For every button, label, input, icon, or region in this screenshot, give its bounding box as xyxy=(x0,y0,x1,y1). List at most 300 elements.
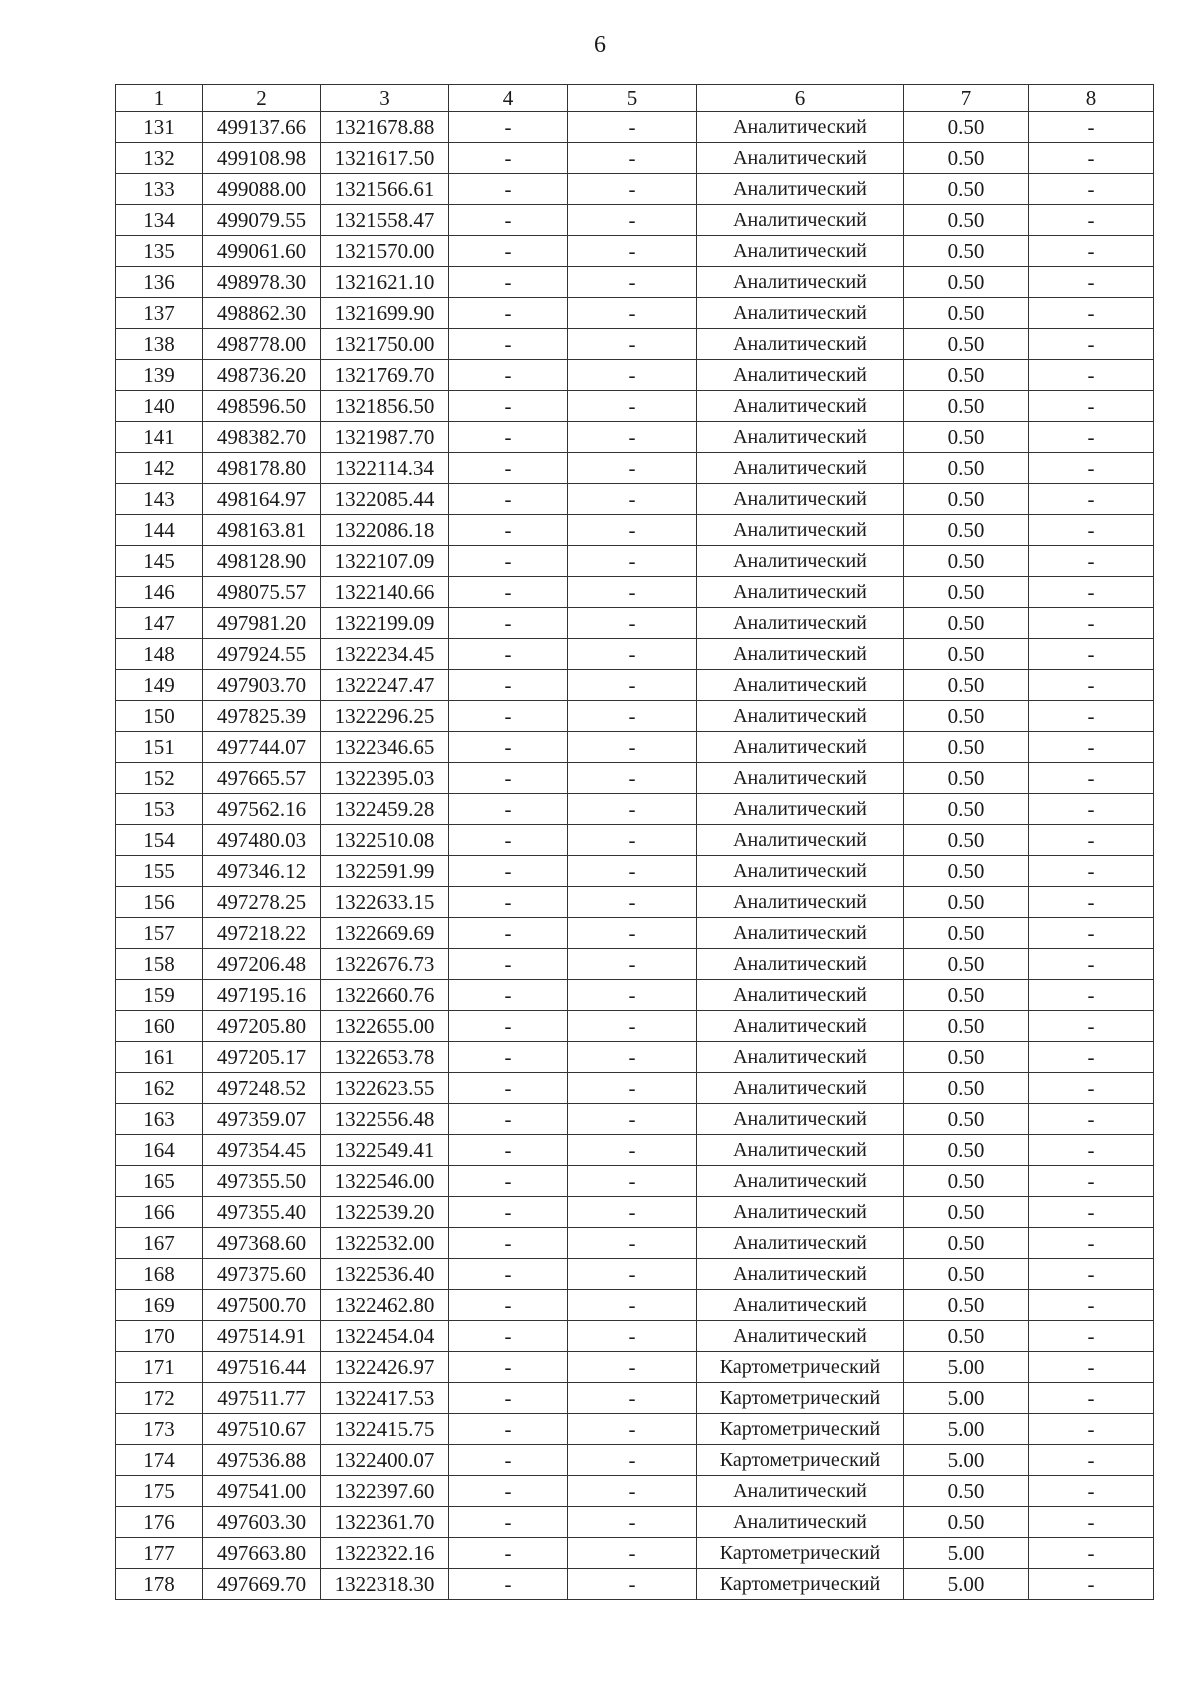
col4-cell: - xyxy=(449,918,568,949)
point-number-cell: 145 xyxy=(116,546,203,577)
col5-cell: - xyxy=(568,794,697,825)
method-cell: Аналитический xyxy=(697,236,904,267)
col8-cell: - xyxy=(1029,701,1154,732)
y-coordinate-cell: 1321750.00 xyxy=(321,329,449,360)
y-coordinate-cell: 1322669.69 xyxy=(321,918,449,949)
point-number-cell: 176 xyxy=(116,1507,203,1538)
page-number: 6 xyxy=(594,32,606,58)
x-coordinate-cell: 499079.55 xyxy=(203,205,321,236)
method-cell: Аналитический xyxy=(697,856,904,887)
col8-cell: - xyxy=(1029,1321,1154,1352)
accuracy-cell: 0.50 xyxy=(904,1197,1029,1228)
col8-cell: - xyxy=(1029,980,1154,1011)
x-coordinate-cell: 499108.98 xyxy=(203,143,321,174)
x-coordinate-cell: 498596.50 xyxy=(203,391,321,422)
col8-cell: - xyxy=(1029,267,1154,298)
col8-cell: - xyxy=(1029,732,1154,763)
col5-cell: - xyxy=(568,422,697,453)
col5-cell: - xyxy=(568,236,697,267)
method-cell: Аналитический xyxy=(697,1104,904,1135)
col5-cell: - xyxy=(568,763,697,794)
col4-cell: - xyxy=(449,329,568,360)
accuracy-cell: 0.50 xyxy=(904,670,1029,701)
col5-cell: - xyxy=(568,267,697,298)
method-cell: Аналитический xyxy=(697,267,904,298)
accuracy-cell: 0.50 xyxy=(904,1104,1029,1135)
point-number-cell: 148 xyxy=(116,639,203,670)
col5-cell: - xyxy=(568,112,697,143)
y-coordinate-cell: 1322539.20 xyxy=(321,1197,449,1228)
x-coordinate-cell: 497665.57 xyxy=(203,763,321,794)
x-coordinate-cell: 497205.80 xyxy=(203,1011,321,1042)
method-cell: Аналитический xyxy=(697,763,904,794)
column-header-8: 8 xyxy=(1029,85,1154,112)
col4-cell: - xyxy=(449,1073,568,1104)
x-coordinate-cell: 497562.16 xyxy=(203,794,321,825)
point-number-cell: 154 xyxy=(116,825,203,856)
col5-cell: - xyxy=(568,546,697,577)
col4-cell: - xyxy=(449,484,568,515)
col5-cell: - xyxy=(568,825,697,856)
x-coordinate-cell: 497981.20 xyxy=(203,608,321,639)
col8-cell: - xyxy=(1029,1414,1154,1445)
x-coordinate-cell: 497354.45 xyxy=(203,1135,321,1166)
accuracy-cell: 5.00 xyxy=(904,1414,1029,1445)
method-cell: Аналитический xyxy=(697,732,904,763)
col5-cell: - xyxy=(568,670,697,701)
x-coordinate-cell: 497346.12 xyxy=(203,856,321,887)
y-coordinate-cell: 1322556.48 xyxy=(321,1104,449,1135)
point-number-cell: 170 xyxy=(116,1321,203,1352)
col4-cell: - xyxy=(449,732,568,763)
table-row xyxy=(116,1073,1154,1104)
y-coordinate-cell: 1322546.00 xyxy=(321,1166,449,1197)
method-cell: Аналитический xyxy=(697,670,904,701)
x-coordinate-cell: 497355.50 xyxy=(203,1166,321,1197)
method-cell: Аналитический xyxy=(697,205,904,236)
col4-cell: - xyxy=(449,1104,568,1135)
point-number-cell: 160 xyxy=(116,1011,203,1042)
method-cell: Картометрический xyxy=(697,1383,904,1414)
col8-cell: - xyxy=(1029,453,1154,484)
col8-cell: - xyxy=(1029,1476,1154,1507)
col8-cell: - xyxy=(1029,639,1154,670)
method-cell: Картометрический xyxy=(697,1445,904,1476)
accuracy-cell: 0.50 xyxy=(904,701,1029,732)
col4-cell: - xyxy=(449,887,568,918)
col8-cell: - xyxy=(1029,1135,1154,1166)
point-number-cell: 178 xyxy=(116,1569,203,1600)
y-coordinate-cell: 1321566.61 xyxy=(321,174,449,205)
col4-cell: - xyxy=(449,236,568,267)
accuracy-cell: 0.50 xyxy=(904,639,1029,670)
table-row xyxy=(116,1352,1154,1383)
x-coordinate-cell: 497514.91 xyxy=(203,1321,321,1352)
col8-cell: - xyxy=(1029,1166,1154,1197)
y-coordinate-cell: 1321621.10 xyxy=(321,267,449,298)
y-coordinate-cell: 1322623.55 xyxy=(321,1073,449,1104)
col8-cell: - xyxy=(1029,1042,1154,1073)
point-number-cell: 165 xyxy=(116,1166,203,1197)
y-coordinate-cell: 1322247.47 xyxy=(321,670,449,701)
method-cell: Аналитический xyxy=(697,546,904,577)
col4-cell: - xyxy=(449,1228,568,1259)
accuracy-cell: 0.50 xyxy=(904,825,1029,856)
col4-cell: - xyxy=(449,1166,568,1197)
x-coordinate-cell: 497375.60 xyxy=(203,1259,321,1290)
method-cell: Аналитический xyxy=(697,1259,904,1290)
accuracy-cell: 0.50 xyxy=(904,546,1029,577)
y-coordinate-cell: 1322400.07 xyxy=(321,1445,449,1476)
col5-cell: - xyxy=(568,1569,697,1600)
table-row xyxy=(116,918,1154,949)
col4-cell: - xyxy=(449,1321,568,1352)
point-number-cell: 171 xyxy=(116,1352,203,1383)
method-cell: Аналитический xyxy=(697,1321,904,1352)
method-cell: Аналитический xyxy=(697,298,904,329)
col5-cell: - xyxy=(568,1011,697,1042)
y-coordinate-cell: 1322415.75 xyxy=(321,1414,449,1445)
column-header-1: 1 xyxy=(116,85,203,112)
col4-cell: - xyxy=(449,360,568,391)
method-cell: Аналитический xyxy=(697,112,904,143)
col5-cell: - xyxy=(568,1352,697,1383)
col4-cell: - xyxy=(449,1476,568,1507)
table-row xyxy=(116,1104,1154,1135)
col4-cell: - xyxy=(449,298,568,329)
method-cell: Аналитический xyxy=(697,825,904,856)
coordinates-table xyxy=(115,84,1154,1600)
col8-cell: - xyxy=(1029,329,1154,360)
point-number-cell: 161 xyxy=(116,1042,203,1073)
col4-cell: - xyxy=(449,1414,568,1445)
col5-cell: - xyxy=(568,1135,697,1166)
col4-cell: - xyxy=(449,980,568,1011)
table-row xyxy=(116,856,1154,887)
col8-cell: - xyxy=(1029,484,1154,515)
x-coordinate-cell: 497278.25 xyxy=(203,887,321,918)
table-row xyxy=(116,1538,1154,1569)
x-coordinate-cell: 497541.00 xyxy=(203,1476,321,1507)
y-coordinate-cell: 1321769.70 xyxy=(321,360,449,391)
col4-cell: - xyxy=(449,1135,568,1166)
x-coordinate-cell: 498163.81 xyxy=(203,515,321,546)
x-coordinate-cell: 498862.30 xyxy=(203,298,321,329)
accuracy-cell: 0.50 xyxy=(904,732,1029,763)
col8-cell: - xyxy=(1029,763,1154,794)
y-coordinate-cell: 1322653.78 xyxy=(321,1042,449,1073)
y-coordinate-cell: 1322660.76 xyxy=(321,980,449,1011)
accuracy-cell: 0.50 xyxy=(904,1228,1029,1259)
y-coordinate-cell: 1322140.66 xyxy=(321,577,449,608)
method-cell: Аналитический xyxy=(697,515,904,546)
accuracy-cell: 0.50 xyxy=(904,112,1029,143)
method-cell: Аналитический xyxy=(697,1073,904,1104)
col5-cell: - xyxy=(568,143,697,174)
col8-cell: - xyxy=(1029,1383,1154,1414)
col8-cell: - xyxy=(1029,1352,1154,1383)
column-header-2: 2 xyxy=(203,85,321,112)
table-row xyxy=(116,887,1154,918)
point-number-cell: 156 xyxy=(116,887,203,918)
y-coordinate-cell: 1321699.90 xyxy=(321,298,449,329)
table-row xyxy=(116,515,1154,546)
y-coordinate-cell: 1321617.50 xyxy=(321,143,449,174)
table-row xyxy=(116,701,1154,732)
y-coordinate-cell: 1322633.15 xyxy=(321,887,449,918)
col4-cell: - xyxy=(449,422,568,453)
col4-cell: - xyxy=(449,205,568,236)
x-coordinate-cell: 499088.00 xyxy=(203,174,321,205)
method-cell: Аналитический xyxy=(697,1197,904,1228)
point-number-cell: 166 xyxy=(116,1197,203,1228)
point-number-cell: 134 xyxy=(116,205,203,236)
point-number-cell: 175 xyxy=(116,1476,203,1507)
method-cell: Аналитический xyxy=(697,639,904,670)
method-cell: Аналитический xyxy=(697,949,904,980)
col8-cell: - xyxy=(1029,856,1154,887)
accuracy-cell: 0.50 xyxy=(904,1073,1029,1104)
accuracy-cell: 0.50 xyxy=(904,329,1029,360)
column-header-5: 5 xyxy=(568,85,697,112)
table-row xyxy=(116,1321,1154,1352)
table-row xyxy=(116,1166,1154,1197)
col4-cell: - xyxy=(449,1259,568,1290)
accuracy-cell: 0.50 xyxy=(904,577,1029,608)
point-number-cell: 149 xyxy=(116,670,203,701)
y-coordinate-cell: 1322655.00 xyxy=(321,1011,449,1042)
col5-cell: - xyxy=(568,1104,697,1135)
col8-cell: - xyxy=(1029,825,1154,856)
method-cell: Аналитический xyxy=(697,980,904,1011)
accuracy-cell: 0.50 xyxy=(904,1166,1029,1197)
y-coordinate-cell: 1322395.03 xyxy=(321,763,449,794)
col8-cell: - xyxy=(1029,1259,1154,1290)
col8-cell: - xyxy=(1029,608,1154,639)
y-coordinate-cell: 1322322.16 xyxy=(321,1538,449,1569)
method-cell: Аналитический xyxy=(697,701,904,732)
x-coordinate-cell: 497903.70 xyxy=(203,670,321,701)
x-coordinate-cell: 498164.97 xyxy=(203,484,321,515)
method-cell: Аналитический xyxy=(697,1135,904,1166)
point-number-cell: 144 xyxy=(116,515,203,546)
x-coordinate-cell: 497663.80 xyxy=(203,1538,321,1569)
col4-cell: - xyxy=(449,949,568,980)
table-row xyxy=(116,205,1154,236)
table-row xyxy=(116,1042,1154,1073)
col8-cell: - xyxy=(1029,1290,1154,1321)
table-row xyxy=(116,1476,1154,1507)
y-coordinate-cell: 1322086.18 xyxy=(321,515,449,546)
table-row xyxy=(116,732,1154,763)
col8-cell: - xyxy=(1029,360,1154,391)
col8-cell: - xyxy=(1029,298,1154,329)
accuracy-cell: 0.50 xyxy=(904,1321,1029,1352)
point-number-cell: 139 xyxy=(116,360,203,391)
col5-cell: - xyxy=(568,856,697,887)
table-row xyxy=(116,825,1154,856)
col5-cell: - xyxy=(568,701,697,732)
col5-cell: - xyxy=(568,298,697,329)
method-cell: Аналитический xyxy=(697,577,904,608)
x-coordinate-cell: 497924.55 xyxy=(203,639,321,670)
accuracy-cell: 0.50 xyxy=(904,267,1029,298)
table-row xyxy=(116,360,1154,391)
accuracy-cell: 0.50 xyxy=(904,763,1029,794)
col4-cell: - xyxy=(449,267,568,298)
accuracy-cell: 0.50 xyxy=(904,856,1029,887)
col8-cell: - xyxy=(1029,143,1154,174)
method-cell: Аналитический xyxy=(697,1166,904,1197)
table-row xyxy=(116,112,1154,143)
accuracy-cell: 0.50 xyxy=(904,298,1029,329)
col8-cell: - xyxy=(1029,577,1154,608)
point-number-cell: 174 xyxy=(116,1445,203,1476)
col5-cell: - xyxy=(568,577,697,608)
y-coordinate-cell: 1322397.60 xyxy=(321,1476,449,1507)
col5-cell: - xyxy=(568,484,697,515)
accuracy-cell: 0.50 xyxy=(904,608,1029,639)
point-number-cell: 157 xyxy=(116,918,203,949)
col8-cell: - xyxy=(1029,1011,1154,1042)
col5-cell: - xyxy=(568,608,697,639)
method-cell: Аналитический xyxy=(697,794,904,825)
accuracy-cell: 0.50 xyxy=(904,1135,1029,1166)
col5-cell: - xyxy=(568,174,697,205)
column-header-6: 6 xyxy=(697,85,904,112)
col4-cell: - xyxy=(449,701,568,732)
method-cell: Аналитический xyxy=(697,391,904,422)
col8-cell: - xyxy=(1029,1197,1154,1228)
col4-cell: - xyxy=(449,825,568,856)
table-row xyxy=(116,1011,1154,1042)
col4-cell: - xyxy=(449,1352,568,1383)
col4-cell: - xyxy=(449,1290,568,1321)
accuracy-cell: 5.00 xyxy=(904,1569,1029,1600)
table-row xyxy=(116,1259,1154,1290)
y-coordinate-cell: 1322459.28 xyxy=(321,794,449,825)
column-header-3: 3 xyxy=(321,85,449,112)
y-coordinate-cell: 1322107.09 xyxy=(321,546,449,577)
x-coordinate-cell: 497500.70 xyxy=(203,1290,321,1321)
col5-cell: - xyxy=(568,515,697,546)
col8-cell: - xyxy=(1029,515,1154,546)
x-coordinate-cell: 497825.39 xyxy=(203,701,321,732)
point-number-cell: 153 xyxy=(116,794,203,825)
col5-cell: - xyxy=(568,1166,697,1197)
x-coordinate-cell: 497536.88 xyxy=(203,1445,321,1476)
x-coordinate-cell: 498736.20 xyxy=(203,360,321,391)
col5-cell: - xyxy=(568,205,697,236)
col8-cell: - xyxy=(1029,174,1154,205)
table-row xyxy=(116,1414,1154,1445)
col4-cell: - xyxy=(449,1042,568,1073)
y-coordinate-cell: 1321856.50 xyxy=(321,391,449,422)
y-coordinate-cell: 1322454.04 xyxy=(321,1321,449,1352)
column-header-4: 4 xyxy=(449,85,568,112)
accuracy-cell: 0.50 xyxy=(904,1476,1029,1507)
point-number-cell: 159 xyxy=(116,980,203,1011)
x-coordinate-cell: 499061.60 xyxy=(203,236,321,267)
x-coordinate-cell: 497516.44 xyxy=(203,1352,321,1383)
accuracy-cell: 0.50 xyxy=(904,453,1029,484)
x-coordinate-cell: 497248.52 xyxy=(203,1073,321,1104)
x-coordinate-cell: 497359.07 xyxy=(203,1104,321,1135)
y-coordinate-cell: 1322510.08 xyxy=(321,825,449,856)
method-cell: Аналитический xyxy=(697,1011,904,1042)
point-number-cell: 155 xyxy=(116,856,203,887)
accuracy-cell: 0.50 xyxy=(904,1507,1029,1538)
table-row xyxy=(116,1228,1154,1259)
table-row xyxy=(116,298,1154,329)
col5-cell: - xyxy=(568,1290,697,1321)
accuracy-cell: 0.50 xyxy=(904,1011,1029,1042)
table-row xyxy=(116,236,1154,267)
point-number-cell: 131 xyxy=(116,112,203,143)
col8-cell: - xyxy=(1029,1104,1154,1135)
y-coordinate-cell: 1322361.70 xyxy=(321,1507,449,1538)
x-coordinate-cell: 497355.40 xyxy=(203,1197,321,1228)
table-row xyxy=(116,329,1154,360)
method-cell: Аналитический xyxy=(697,453,904,484)
col4-cell: - xyxy=(449,1569,568,1600)
method-cell: Аналитический xyxy=(697,174,904,205)
accuracy-cell: 5.00 xyxy=(904,1383,1029,1414)
col8-cell: - xyxy=(1029,1569,1154,1600)
y-coordinate-cell: 1322549.41 xyxy=(321,1135,449,1166)
col8-cell: - xyxy=(1029,949,1154,980)
col5-cell: - xyxy=(568,1538,697,1569)
x-coordinate-cell: 497195.16 xyxy=(203,980,321,1011)
col8-cell: - xyxy=(1029,546,1154,577)
x-coordinate-cell: 497603.30 xyxy=(203,1507,321,1538)
col5-cell: - xyxy=(568,391,697,422)
y-coordinate-cell: 1322426.97 xyxy=(321,1352,449,1383)
accuracy-cell: 5.00 xyxy=(904,1538,1029,1569)
col8-cell: - xyxy=(1029,1228,1154,1259)
point-number-cell: 177 xyxy=(116,1538,203,1569)
table-row xyxy=(116,1507,1154,1538)
col5-cell: - xyxy=(568,1197,697,1228)
accuracy-cell: 0.50 xyxy=(904,422,1029,453)
accuracy-cell: 5.00 xyxy=(904,1352,1029,1383)
method-cell: Аналитический xyxy=(697,918,904,949)
col5-cell: - xyxy=(568,949,697,980)
method-cell: Аналитический xyxy=(697,887,904,918)
accuracy-cell: 0.50 xyxy=(904,1290,1029,1321)
point-number-cell: 135 xyxy=(116,236,203,267)
x-coordinate-cell: 498178.80 xyxy=(203,453,321,484)
col5-cell: - xyxy=(568,1228,697,1259)
x-coordinate-cell: 497510.67 xyxy=(203,1414,321,1445)
col4-cell: - xyxy=(449,1011,568,1042)
point-number-cell: 137 xyxy=(116,298,203,329)
col5-cell: - xyxy=(568,453,697,484)
col5-cell: - xyxy=(568,1259,697,1290)
col4-cell: - xyxy=(449,453,568,484)
y-coordinate-cell: 1322532.00 xyxy=(321,1228,449,1259)
col4-cell: - xyxy=(449,112,568,143)
accuracy-cell: 0.50 xyxy=(904,794,1029,825)
table-row xyxy=(116,546,1154,577)
y-coordinate-cell: 1322536.40 xyxy=(321,1259,449,1290)
table-row xyxy=(116,1383,1154,1414)
accuracy-cell: 0.50 xyxy=(904,391,1029,422)
method-cell: Аналитический xyxy=(697,360,904,391)
accuracy-cell: 0.50 xyxy=(904,143,1029,174)
accuracy-cell: 5.00 xyxy=(904,1445,1029,1476)
method-cell: Аналитический xyxy=(697,1290,904,1321)
